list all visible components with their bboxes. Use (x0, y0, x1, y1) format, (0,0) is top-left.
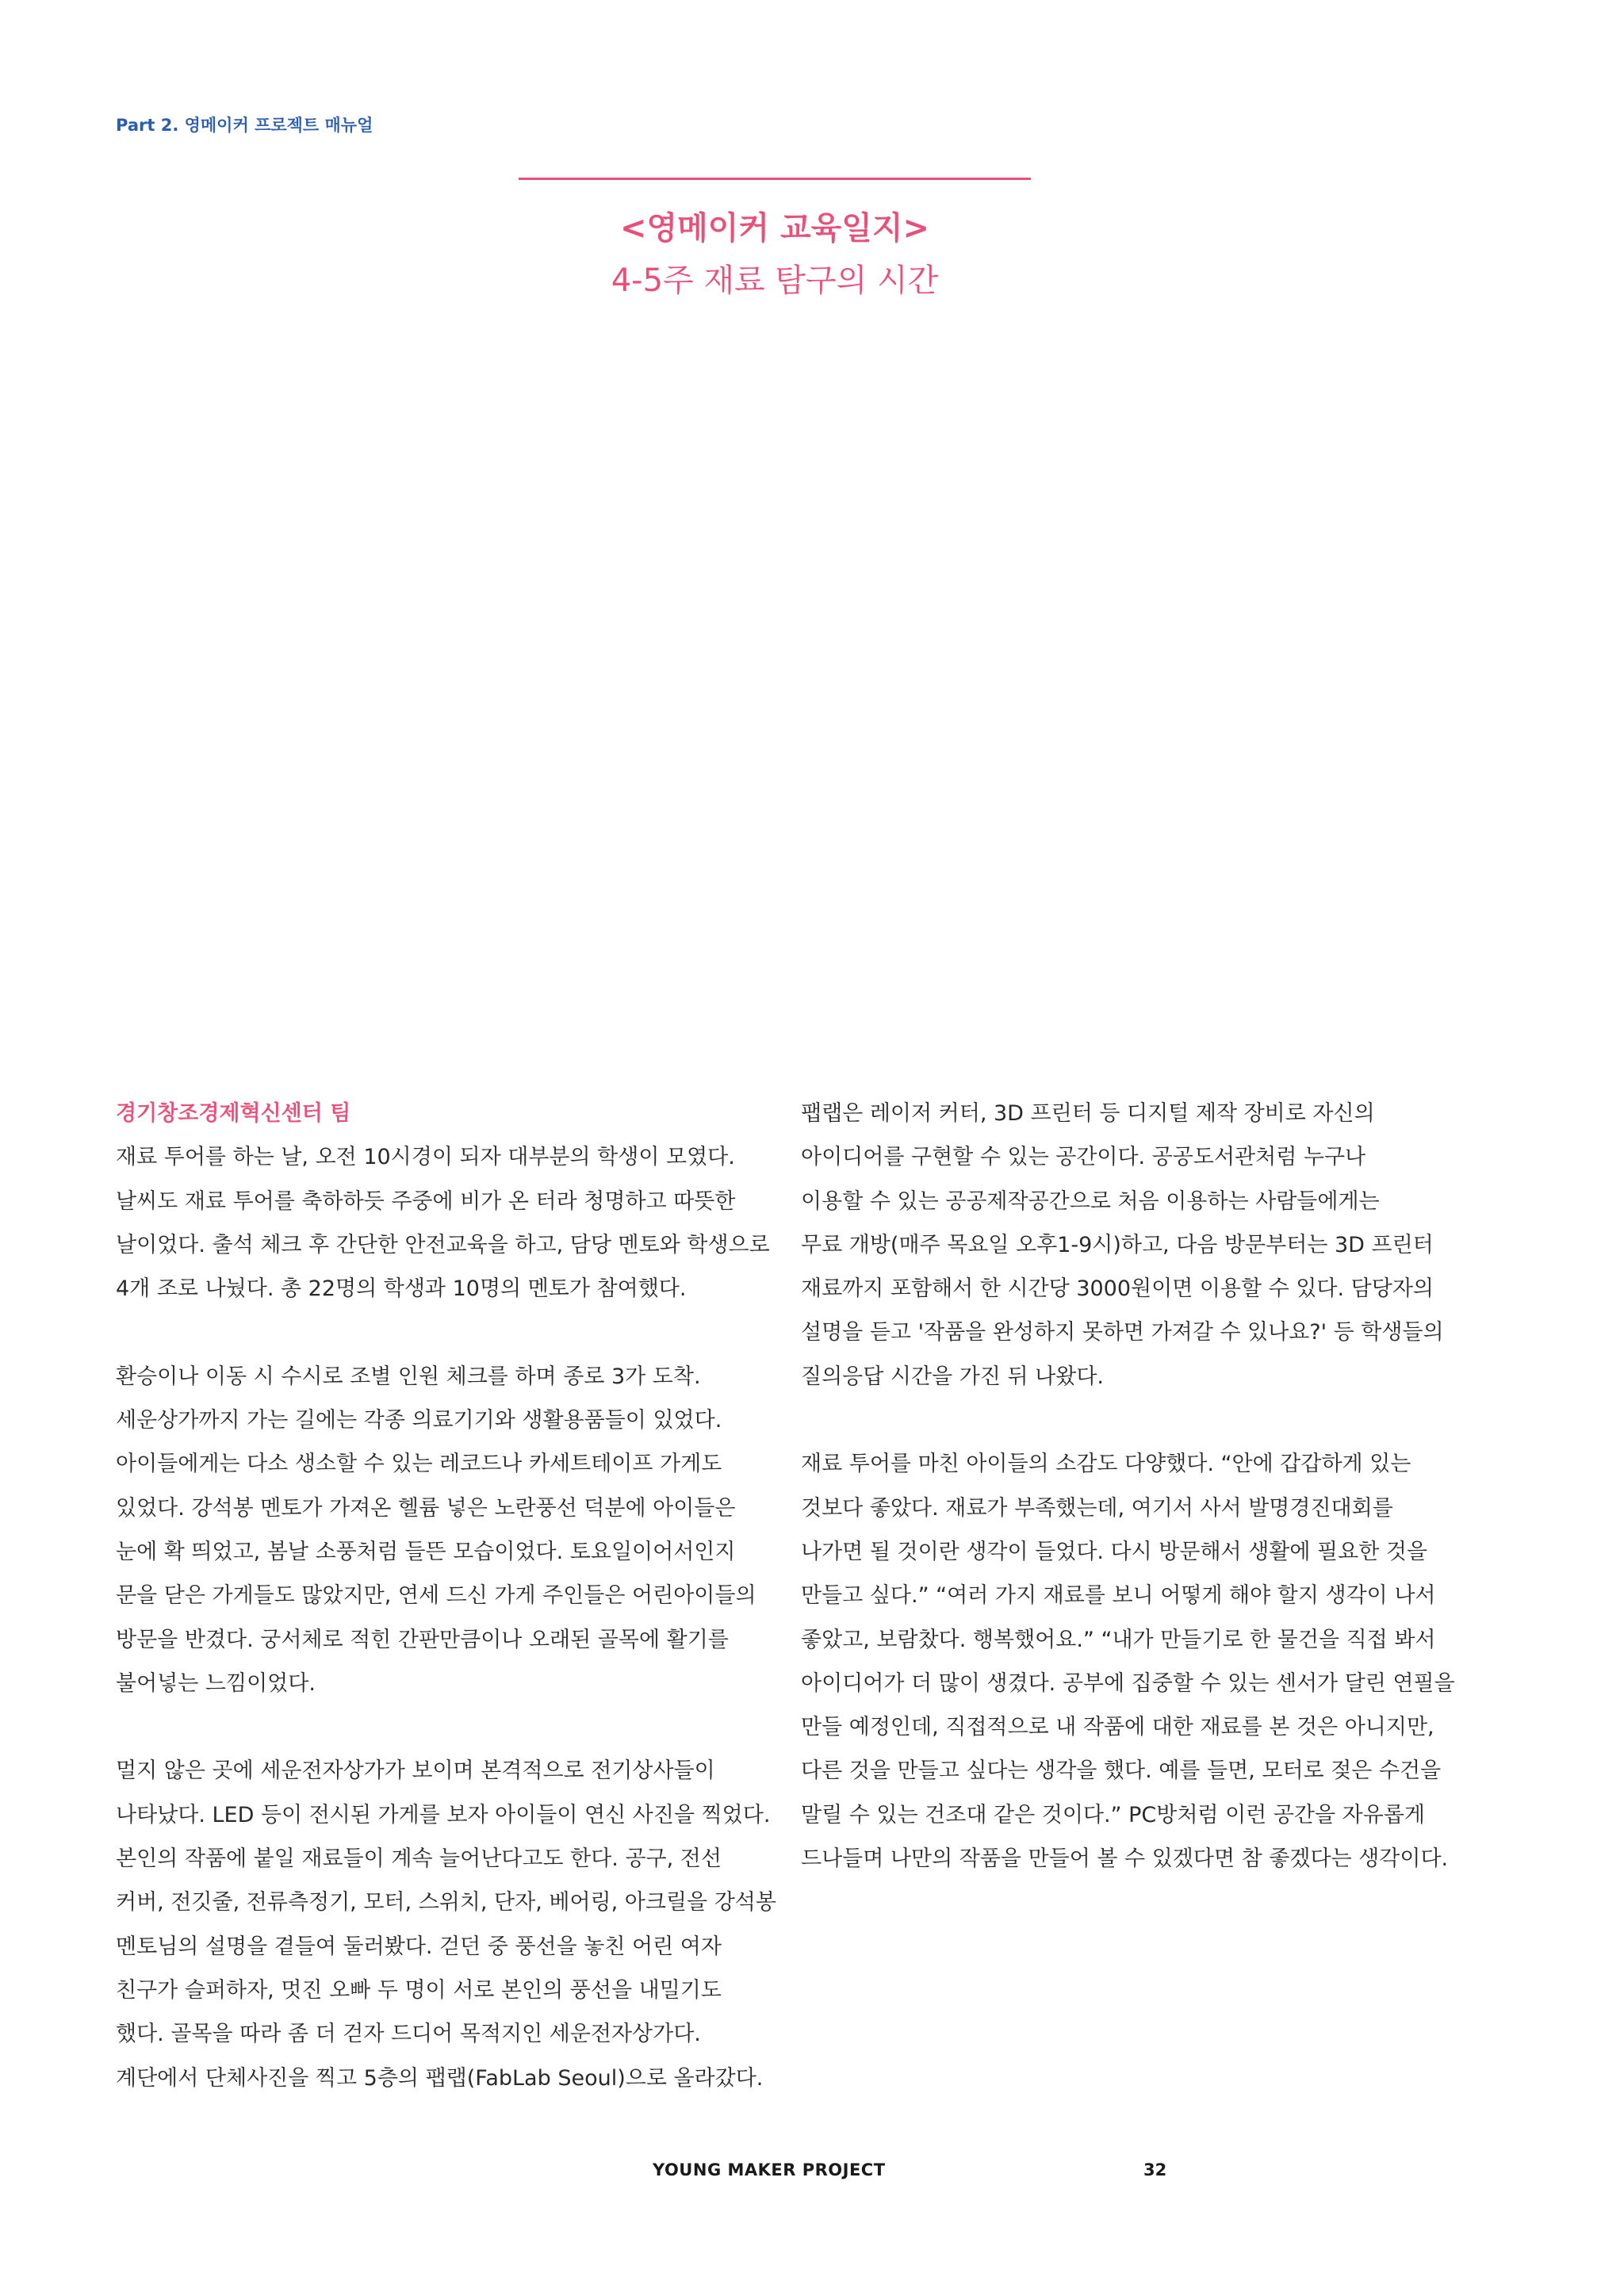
text-line: 재료 투어를 마친 아이들의 소감도 다양했다. “안에 갑갑하게 있는 (801, 1452, 1411, 1477)
text-line: 눈에 확 띄었고, 봄날 소풍처럼 들뜬 모습이었다. 토요일이어서인지 (116, 1539, 736, 1564)
text-line: 질의응답 시간을 가진 뒤 나왔다. (801, 1364, 1104, 1389)
text-line: 아이들에게는 다소 생소할 수 있는 레코드나 카세트테이프 가게도 (116, 1452, 722, 1477)
text-line: 세운상가까지 가는 길에는 각종 의료기기와 생활용품들이 있었다. (116, 1408, 722, 1433)
paragraph-3 (116, 1749, 776, 2099)
paragraph-5 (801, 1442, 1455, 1881)
text-line: 드나들며 나만의 작품을 만들어 볼 수 있겠다면 참 좋겠다는 생각이다. (801, 1846, 1449, 1872)
footer-project-name: YOUNG MAKER PROJECT (653, 2160, 886, 2179)
text-line: 환승이나 이동 시 수시로 조별 인원 체크를 하며 종로 3가 도착. (116, 1364, 701, 1389)
text-line: 나타났다. LED 등이 전시된 가게를 보자 아이들이 연신 사진을 찍었다. (116, 1802, 771, 1827)
text-line: 만들 예정인데, 직접적으로 내 작품에 대한 재료를 본 것은 아니지만, (801, 1715, 1434, 1740)
running-header (116, 113, 373, 136)
text-line: 계단에서 단체사진을 찍고 5층의 팹랩(FabLab Seoul)으로 올라갔다. (116, 2065, 764, 2091)
text-line: 말릴 수 있는 건조대 같은 것이다.” PC방처럼 이런 공간을 자유롭게 (801, 1802, 1425, 1827)
text-line: 다른 것을 만들고 싶다는 생각을 했다. 예를 들면, 모터로 젖은 수건을 (801, 1758, 1442, 1784)
paragraph-2 (116, 1355, 756, 1705)
text-line: 팹랩은 레이저 커터, 3D 프린터 등 디지털 제작 장비로 자신의 (801, 1101, 1375, 1126)
text-line: 멀지 않은 곳에 세운전자상가가 보이며 본격적으로 전기상사들이 (116, 1758, 715, 1784)
text-line: 아이디어를 구현할 수 있는 공간이다. 공공도서관처럼 누구나 (801, 1145, 1366, 1170)
text-line: 커버, 전깃줄, 전류측정기, 모터, 스위치, 단자, 베어링, 아크릴을 강석봉 (116, 1890, 776, 1915)
page-number: 32 (1143, 2160, 1167, 2179)
text-line: 4개 조로 나눴다. 총 22명의 학생과 10명의 멘토가 참여했다. (116, 1276, 687, 1302)
text-line: 있었다. 강석봉 멘토가 가져온 헬륨 넣은 노란풍선 덕분에 아이들은 (116, 1495, 736, 1521)
text-line: 불어넣는 느낌이었다. (116, 1670, 316, 1696)
text-line: 문을 닫은 가게들도 많았지만, 연세 드신 가게 주인들은 어린아이들의 (116, 1583, 756, 1609)
text-line: 재료까지 포함해서 한 시간당 3000원이면 이용할 수 있다. 담당자의 (801, 1276, 1434, 1302)
text-line: 설명을 듣고 '작품을 완성하지 못하면 가져갈 수 있나요?' 등 학생들의 (801, 1320, 1444, 1345)
part-label: Part 2. (116, 116, 179, 135)
right-column (801, 1092, 1455, 1881)
text-line: 이용할 수 있는 공공제작공간으로 처음 이용하는 사람들에게는 (801, 1188, 1380, 1214)
page-title: <영메이커 교육일지> (619, 210, 930, 247)
text-line: 했다. 골목을 따라 좀 더 걷자 드디어 목적지인 세운전자상가다. (116, 2022, 701, 2047)
author-heading: 경기창조경제혁신센터 팀 (116, 1101, 351, 1126)
text-line: 무료 개방(매주 목요일 오후1-9시)하고, 다음 방문부터는 3D 프린터 (801, 1232, 1434, 1257)
paragraph-gap (116, 1705, 750, 1749)
text-line: 만들고 싶다.” “여러 가지 재료를 보니 어떻게 해야 할지 생각이 나서 (801, 1583, 1436, 1609)
left-column (116, 1092, 776, 2100)
section-title: 영메이커 프로젝트 매뉴얼 (184, 116, 373, 135)
text-line: 날씨도 재료 투어를 축하하듯 주중에 비가 온 터라 청명하고 따뜻한 (116, 1188, 736, 1214)
text-line: 친구가 슬퍼하자, 멋진 오빠 두 명이 서로 본인의 풍선을 내밀기도 (116, 1977, 722, 2003)
page-subtitle: 4-5주 재료 탐구의 시간 (611, 262, 939, 299)
text-line: 나가면 될 것이란 생각이 들었다. 다시 방문해서 생활에 필요한 것을 (801, 1539, 1428, 1564)
text-line: 방문을 반겼다. 궁서체로 적힌 간판만큼이나 오래된 골목에 활기를 (116, 1627, 729, 1652)
text-line: 날이었다. 출석 체크 후 간단한 안전교육을 하고, 담당 멘토와 학생으로 (116, 1232, 770, 1257)
paragraph-gap (116, 1311, 750, 1354)
paragraph-1 (116, 1135, 770, 1311)
text-line: 본인의 작품에 붙일 재료들이 계속 늘어난다고도 한다. 공구, 전선 (116, 1846, 722, 1872)
text-line: 멘토님의 설명을 곁들여 둘러봤다. 걷던 중 풍선을 놓친 어린 여자 (116, 1934, 722, 1959)
text-line: 좋았고, 보람찼다. 행복했어요.” “내가 만들기로 한 물건을 직접 봐서 (801, 1627, 1436, 1652)
text-line: 재료 투어를 하는 날, 오전 10시경이 되자 대부분의 학생이 모였다. (116, 1145, 735, 1170)
paragraph-4 (801, 1092, 1451, 1399)
paragraph-gap (801, 1399, 1451, 1442)
text-line: 것보다 좋았다. 재료가 부족했는데, 여기서 사서 발명경진대회를 (801, 1495, 1393, 1521)
title-divider (519, 178, 1031, 180)
text-line: 아이디어가 더 많이 생겼다. 공부에 집중할 수 있는 센서가 달린 연필을 (801, 1670, 1455, 1696)
